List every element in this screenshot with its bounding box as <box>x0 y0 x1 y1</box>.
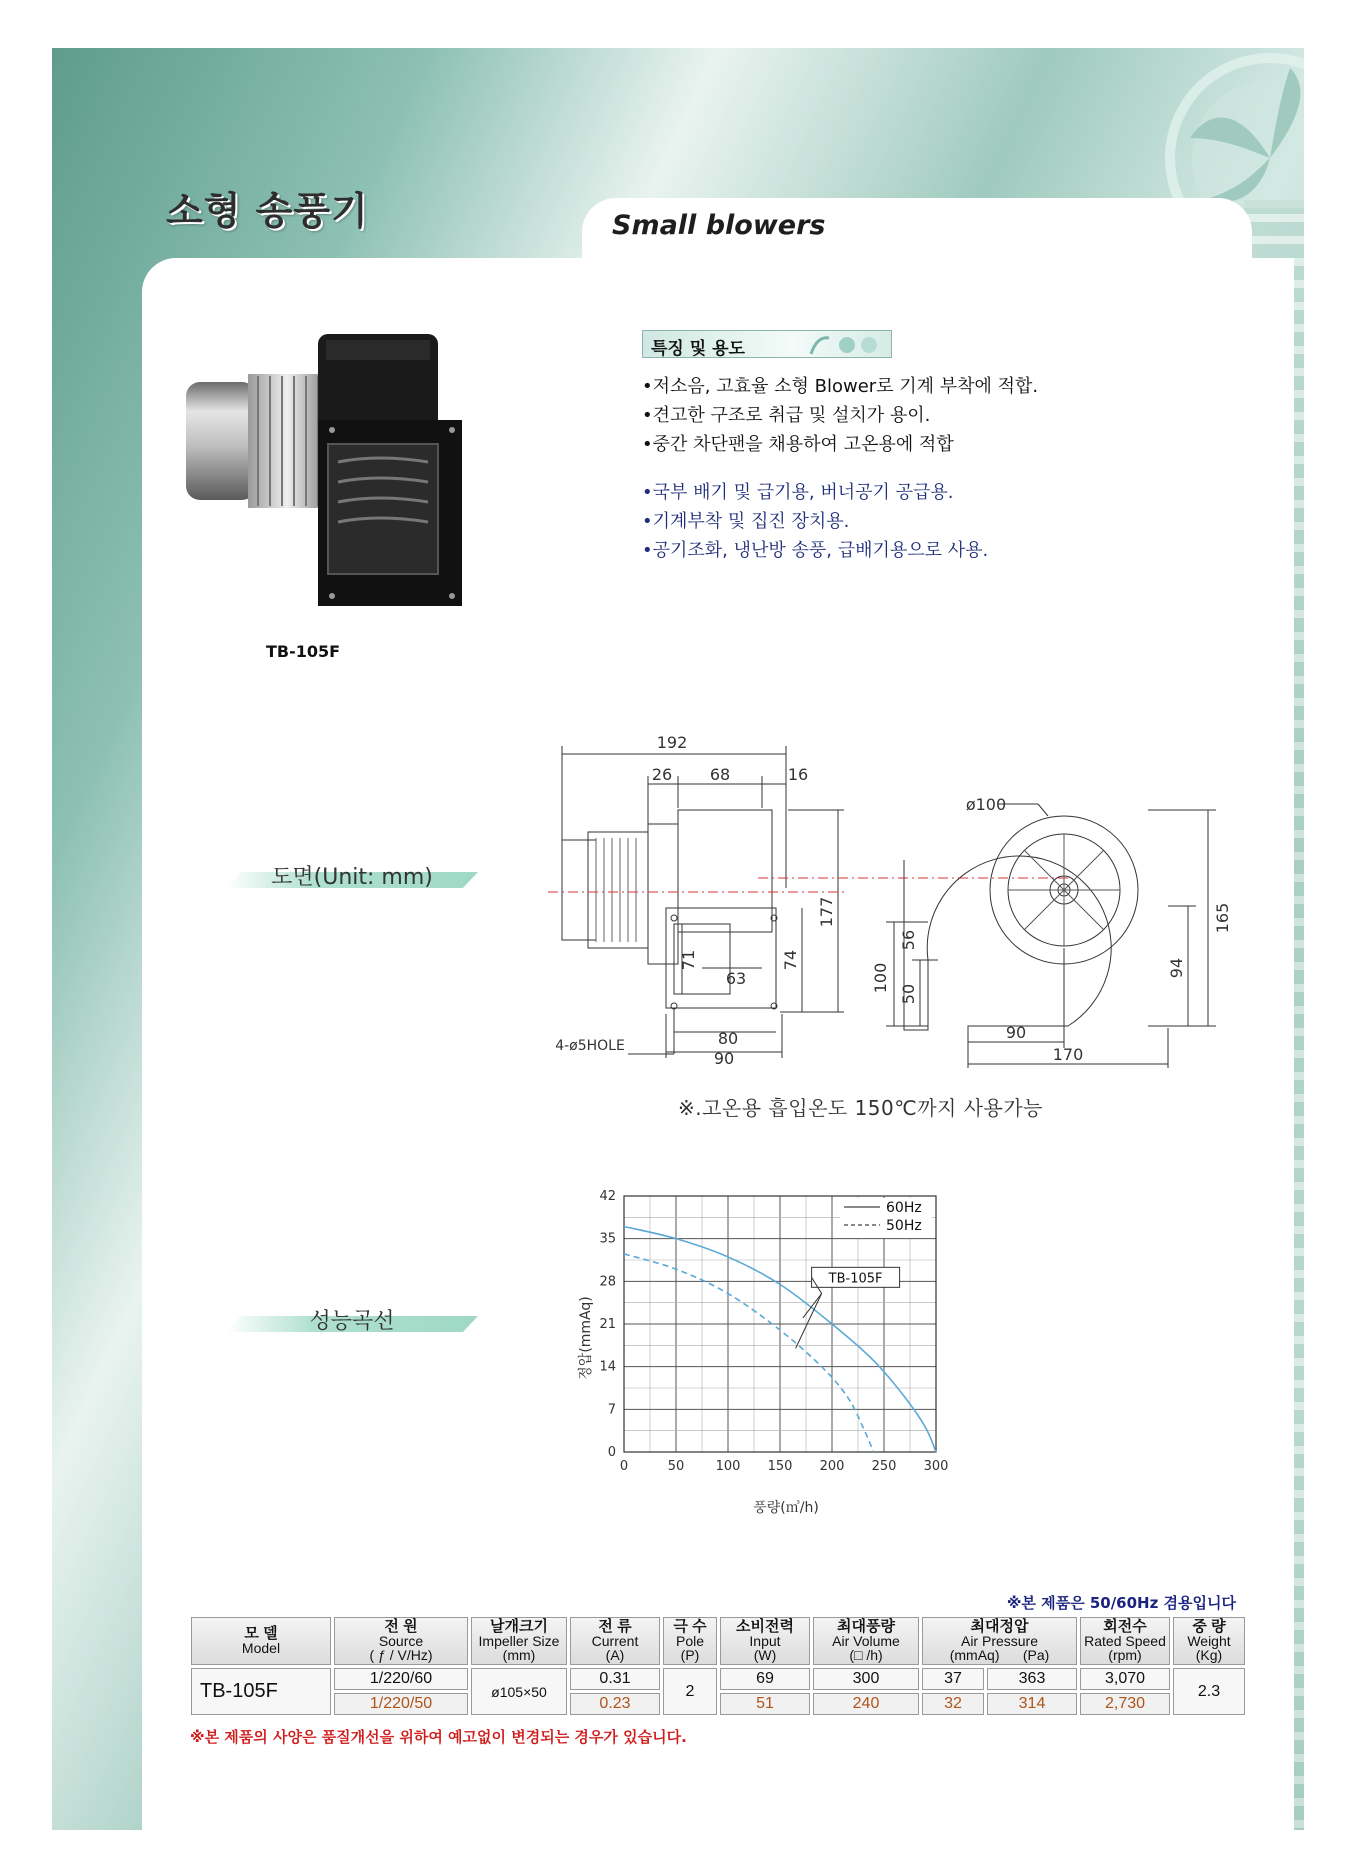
cell-pa-50: 314 <box>987 1693 1077 1715</box>
cell-input-60: 69 <box>720 1668 810 1690</box>
chart-legend-label: 60Hz <box>886 1200 922 1216</box>
chart-y-tick: 14 <box>599 1359 616 1375</box>
spec-table <box>188 1614 1248 1718</box>
dim-90: 90 <box>713 1049 735 1068</box>
chart-x-axis-label: 풍량(㎥/h) <box>753 1500 819 1516</box>
fan-logo-icon <box>1150 48 1304 208</box>
dim-192: 192 <box>656 733 688 752</box>
performance-section-title: 성능곡선 <box>309 1309 395 1334</box>
dim-165: 165 <box>1213 902 1232 934</box>
col-speed: 회전수 Rated Speed (rpm) <box>1080 1617 1170 1665</box>
drawing-section-label <box>226 865 478 890</box>
performance-chart <box>560 1178 980 1518</box>
product-photo <box>178 332 502 608</box>
feature-list <box>642 372 1038 459</box>
dim-16: 16 <box>787 765 809 784</box>
col-model: 모 델 Model <box>191 1617 331 1665</box>
product-model-label: TB-105F <box>266 642 341 661</box>
spec-row-60hz <box>191 1668 1245 1690</box>
drawing-section-title: 도면(Unit: mm) <box>271 865 433 890</box>
dim-26: 26 <box>651 765 673 784</box>
cell-model: TB-105F <box>191 1668 331 1715</box>
chart-x-tick: 300 <box>923 1459 949 1474</box>
chart-x-tick: 50 <box>667 1459 685 1474</box>
col-current: 전 류 Current (A) <box>570 1617 660 1665</box>
dim-63: 63 <box>725 969 747 988</box>
col-weight: 중 량 Weight (Kg) <box>1173 1617 1245 1665</box>
col-input: 소비전력 Input (W) <box>720 1617 810 1665</box>
performance-section-label <box>226 1309 478 1334</box>
page-subtitle: Small blowers <box>612 210 826 241</box>
cell-mmaq-50: 32 <box>922 1693 984 1715</box>
col-air-volume: 최대풍량 Air Volume (□ /h) <box>813 1617 919 1665</box>
chart-y-axis-label: 정압(mmAq) <box>578 1296 594 1380</box>
feature-item: •저소음, 고효율 소형 Blower로 기계 부착에 적합. <box>642 376 1039 397</box>
cell-volume-50: 240 <box>813 1693 919 1715</box>
features-badge-label: 특징 및 용도 <box>651 339 745 359</box>
chart-x-tick: 150 <box>767 1459 793 1474</box>
fan-decoration-icon <box>807 334 885 356</box>
chart-x-tick: 200 <box>819 1459 845 1474</box>
cell-impeller: ø105×50 <box>471 1668 567 1715</box>
feature-item: •견고한 구조로 취급 및 설치가 용이. <box>642 405 931 426</box>
chart-x-tick: 250 <box>871 1459 897 1474</box>
usage-list <box>642 478 988 565</box>
dim-71: 71 <box>679 949 698 971</box>
usage-item: •국부 배기 및 급기용, 버너공기 공급용. <box>642 482 954 503</box>
cell-mmaq-60: 37 <box>922 1668 984 1690</box>
dim-68: 68 <box>709 765 731 784</box>
chart-y-tick: 28 <box>599 1274 616 1290</box>
cell-pa-60: 363 <box>987 1668 1077 1690</box>
spec-row-50hz <box>191 1693 1245 1715</box>
dim-170: 170 <box>1052 1045 1084 1064</box>
chart-y-tick: 42 <box>599 1189 616 1204</box>
usage-item: •공기조화, 냉난방 송풍, 급배기용으로 사용. <box>642 540 989 561</box>
spec-header-row <box>191 1617 1245 1665</box>
cell-pole: 2 <box>663 1668 717 1715</box>
dim-80: 80 <box>717 1029 739 1048</box>
high-temp-note: ※.고온용 흡입온도 150℃까지 사용가능 <box>678 1096 1043 1120</box>
dim-dia100: ø100 <box>965 795 1007 814</box>
cell-weight: 2.3 <box>1173 1668 1245 1715</box>
dim-100: 100 <box>871 962 890 994</box>
chart-legend-label: 50Hz <box>886 1218 922 1234</box>
col-air-pressure: 최대정압 Air Pressure (mmAq) (Pa) <box>922 1617 1077 1665</box>
chart-x-tick: 100 <box>715 1459 741 1474</box>
page-title: 소형 송풍기 <box>166 189 369 233</box>
chart-x-tick: 0 <box>619 1459 629 1474</box>
cell-source-60: 1/220/60 <box>334 1668 468 1690</box>
chart-y-tick: 35 <box>599 1231 616 1247</box>
dim-74: 74 <box>781 949 800 971</box>
chart-annotation-leader <box>796 1294 822 1349</box>
feature-item: •중간 차단팬을 채용하여 고온용에 적합 <box>642 434 954 455</box>
col-impeller: 날개크기 Impeller Size (mm) <box>471 1617 567 1665</box>
chart-y-tick: 21 <box>599 1317 616 1332</box>
cell-volume-60: 300 <box>813 1668 919 1690</box>
dim-177: 177 <box>817 896 836 928</box>
usage-item: •기계부착 및 집진 장치용. <box>642 511 850 532</box>
cell-source-50: 1/220/50 <box>334 1693 468 1715</box>
cell-speed-60: 3,070 <box>1080 1668 1170 1690</box>
spec-change-warning: ※본 제품의 사양은 품질개선을 위하여 예고없이 변경되는 경우가 있습니다. <box>190 1728 687 1746</box>
features-badge <box>642 330 892 358</box>
dim-56: 56 <box>899 929 918 951</box>
cell-speed-50: 2,730 <box>1080 1693 1170 1715</box>
dimension-drawing <box>548 728 1248 1068</box>
cell-current-60: 0.31 <box>570 1668 660 1690</box>
col-source: 전 원 Source ( ƒ / V/Hz) <box>334 1617 468 1665</box>
cell-input-50: 51 <box>720 1693 810 1715</box>
cell-current-50: 0.23 <box>570 1693 660 1715</box>
col-pole: 극 수 Pole (P) <box>663 1617 717 1665</box>
chart-y-tick: 0 <box>607 1445 616 1460</box>
dim-90b: 90 <box>1005 1023 1027 1042</box>
dim-94: 94 <box>1167 957 1186 979</box>
chart-y-tick: 7 <box>607 1402 616 1418</box>
chart-annotation-label: TB-105F <box>828 1271 883 1287</box>
frequency-note: ※본 제품은 50/60Hz 겸용입니다 <box>1006 1594 1236 1612</box>
dim-hole: 4-ø5HOLE <box>555 1038 625 1054</box>
dim-50: 50 <box>899 983 918 1005</box>
